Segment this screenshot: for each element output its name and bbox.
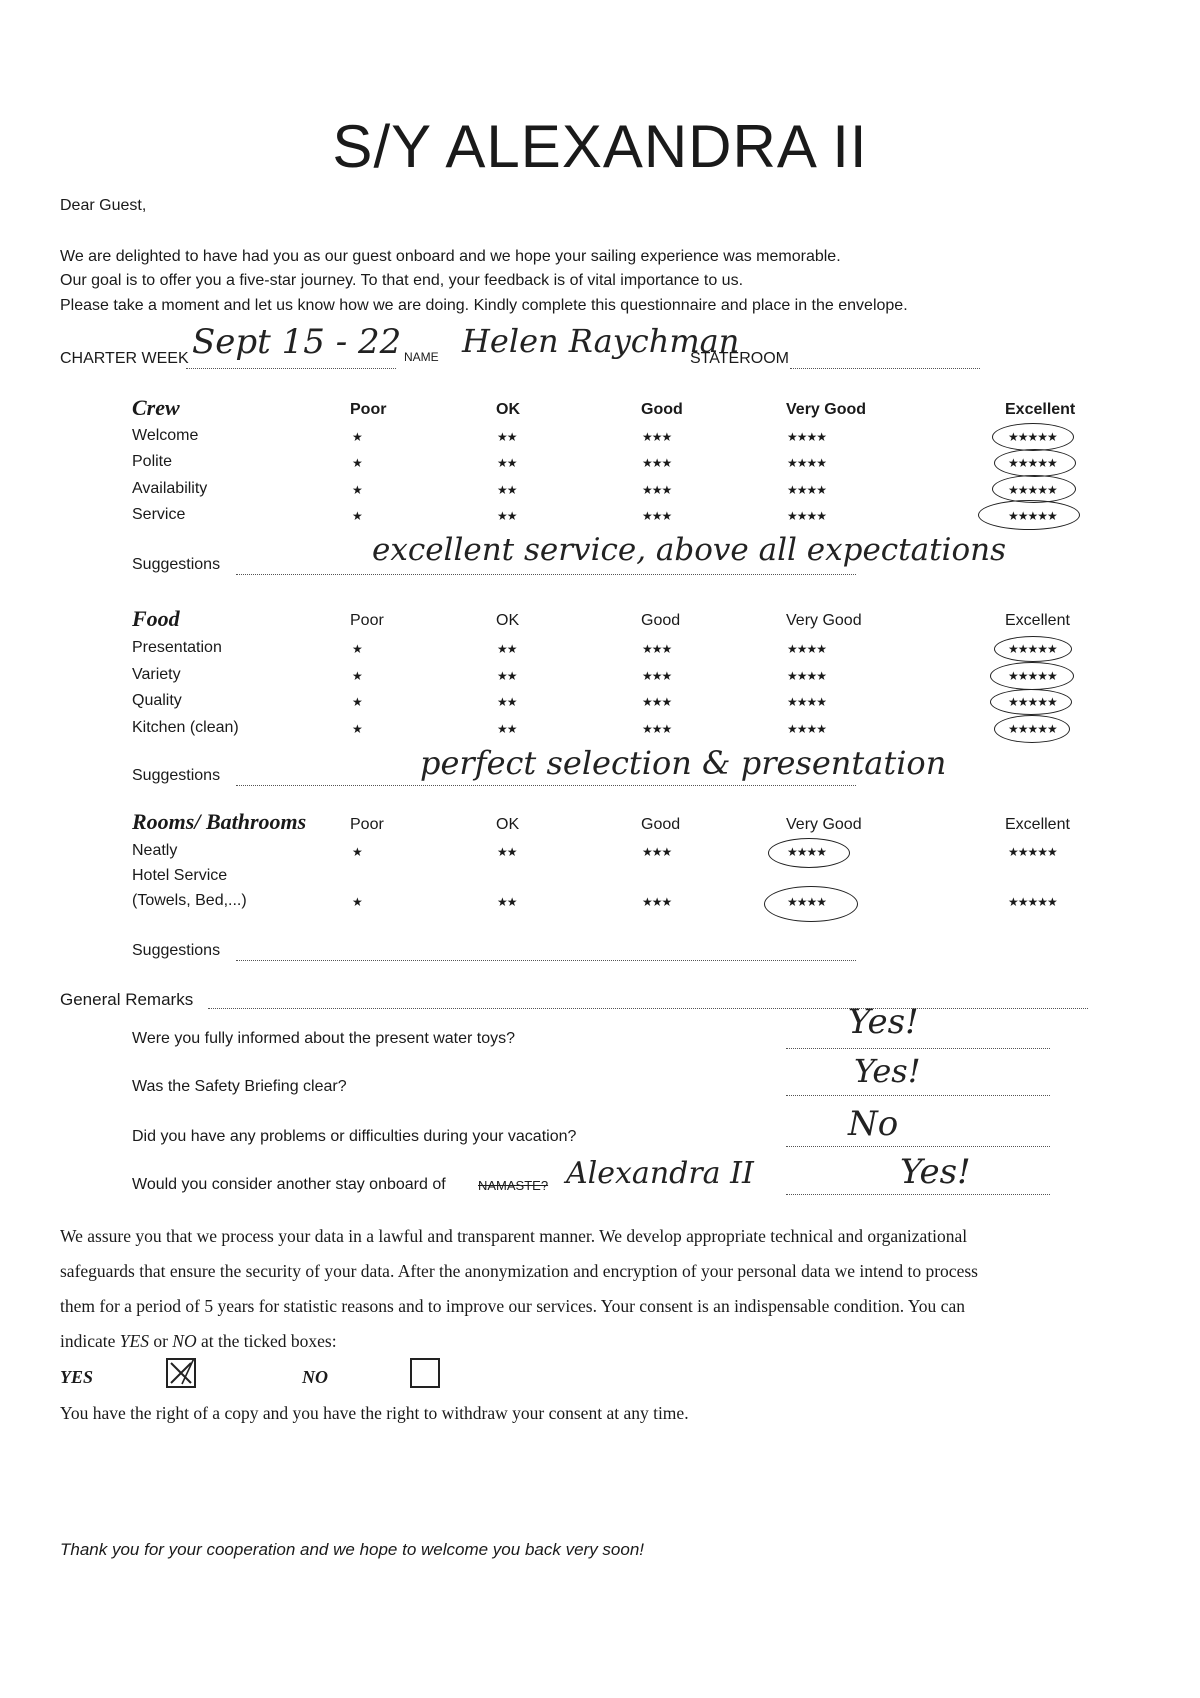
charter-week-label: CHARTER WEEK xyxy=(60,350,189,367)
page-title: S/Y ALEXANDRA II xyxy=(332,113,868,180)
inserted-yacht-name[interactable]: Alexandra II xyxy=(566,1156,754,1191)
indicate-yes-word: YES xyxy=(119,1331,149,1351)
star-rating[interactable]: ★★★★ xyxy=(787,895,827,909)
indicate-post: at the ticked boxes: xyxy=(196,1331,337,1351)
star-rating[interactable]: ★ xyxy=(352,642,362,656)
selection-circle xyxy=(994,449,1076,477)
consent-line-1: We assure you that we process your data in a lawful and transparent manner. We develop appropriate technical and organizational xyxy=(60,1226,968,1246)
col-very-good: Very Good xyxy=(786,816,862,833)
consent-rights: You have the right of a copy and you have the right to withdraw your consent at any time. xyxy=(60,1403,689,1423)
star-rating[interactable]: ★★★ xyxy=(642,642,672,656)
star-rating[interactable]: ★ xyxy=(352,695,362,709)
question-another-stay: Would you consider another stay onboard of xyxy=(132,1176,446,1193)
col-poor: Poor xyxy=(350,401,387,418)
consent-line-2: safeguards that ensure the security of your data. After the anonymization and encryption of your personal data we intend to process xyxy=(60,1261,978,1281)
intro-line-3: Please take a moment and let us know how we are doing. Kindly complete this questionnaire and place in the envelope. xyxy=(60,297,908,314)
col-good: Good xyxy=(641,401,683,418)
crew-row-service: Service xyxy=(132,506,186,523)
intro-line-2: Our goal is to offer you a five-star journey. To that end, your feedback is of vital importance to us. xyxy=(60,272,744,289)
selection-circle xyxy=(768,838,850,868)
consent-line-3: them for a period of 5 years for statistic reasons and to improve our services. Your consent is an indispensable condition. You can xyxy=(60,1296,965,1316)
col-excellent: Excellent xyxy=(1005,612,1070,629)
crew-row-polite: Polite xyxy=(132,453,173,470)
rooms-row-towels-bed: (Towels, Bed,...) xyxy=(132,892,247,909)
food-suggestions-value[interactable]: perfect selection & presentation xyxy=(420,744,947,782)
rooms-row-neatly: Neatly xyxy=(132,842,178,859)
question-problems: Did you have any problems or difficulties during your vacation? xyxy=(132,1128,577,1145)
selection-circle xyxy=(978,500,1080,530)
col-excellent: Excellent xyxy=(1005,401,1076,418)
consent-no-label: NO xyxy=(302,1367,328,1387)
star-rating[interactable]: ★★★ xyxy=(642,456,672,470)
food-row-kitchen: Kitchen (clean) xyxy=(132,719,239,736)
star-rating[interactable]: ★★★★★ xyxy=(1008,430,1057,444)
food-row-quality: Quality xyxy=(132,692,182,709)
star-rating[interactable]: ★★★★ xyxy=(787,695,827,709)
star-rating[interactable]: ★ xyxy=(352,722,362,736)
answer-another-stay[interactable]: Yes! xyxy=(900,1152,971,1192)
rooms-row-hotel-service: Hotel Service xyxy=(132,867,228,884)
general-remarks-label: General Remarks xyxy=(60,990,194,1009)
selection-circle xyxy=(990,689,1072,715)
star-rating[interactable]: ★★★★ xyxy=(787,483,827,497)
consent-yes-checkbox[interactable] xyxy=(166,1358,196,1388)
check-x-icon xyxy=(168,1360,194,1386)
star-rating[interactable]: ★★★ xyxy=(642,509,672,523)
star-rating[interactable]: ★★ xyxy=(497,669,517,683)
star-rating[interactable]: ★★★★ xyxy=(787,722,827,736)
food-section-title: Food xyxy=(132,606,180,631)
consent-yes-label: YES xyxy=(60,1367,94,1387)
selection-circle xyxy=(990,662,1074,690)
star-rating[interactable]: ★ xyxy=(352,509,362,523)
crew-row-availability: Availability xyxy=(132,480,208,497)
col-poor: Poor xyxy=(350,612,384,629)
col-very-good: Very Good xyxy=(786,401,867,418)
star-rating[interactable]: ★★★ xyxy=(642,845,672,859)
star-rating[interactable]: ★★★★★ xyxy=(1008,483,1057,497)
greeting: Dear Guest, xyxy=(60,197,147,214)
rooms-suggestions-label: Suggestions xyxy=(132,942,221,959)
col-ok: OK xyxy=(496,401,520,418)
star-rating[interactable]: ★★★ xyxy=(642,430,672,444)
selection-circle xyxy=(992,423,1074,451)
star-rating[interactable]: ★ xyxy=(352,430,362,444)
name-label: NAME xyxy=(404,350,439,364)
food-row-presentation: Presentation xyxy=(132,639,222,656)
crew-suggestions-value[interactable]: excellent service, above all expectations xyxy=(372,532,1007,568)
col-good: Good xyxy=(641,612,681,629)
answer-problems[interactable]: No xyxy=(848,1104,899,1144)
indicate-or-word: or xyxy=(148,1331,173,1351)
selection-circle xyxy=(992,475,1076,503)
crew-row-welcome: Welcome xyxy=(132,427,199,444)
star-rating[interactable]: ★★★★★ xyxy=(1008,845,1057,859)
star-rating[interactable]: ★★ xyxy=(497,509,517,523)
indicate-no-word: NO xyxy=(172,1331,197,1351)
star-rating[interactable]: ★★ xyxy=(497,845,517,859)
question-water-toys: Were you fully informed about the present water toys? xyxy=(132,1030,516,1047)
star-rating[interactable]: ★★★★★ xyxy=(1008,695,1057,709)
star-rating[interactable]: ★ xyxy=(352,669,362,683)
star-rating[interactable]: ★★★★ xyxy=(787,845,827,859)
closing-message: Thank you for your cooperation and we hope to welcome you back very soon! xyxy=(60,1540,645,1559)
col-ok: OK xyxy=(496,612,520,629)
star-rating[interactable]: ★★★★★ xyxy=(1008,456,1057,470)
col-good: Good xyxy=(641,816,681,833)
star-rating[interactable]: ★★ xyxy=(497,430,517,444)
col-very-good: Very Good xyxy=(786,612,862,629)
col-excellent: Excellent xyxy=(1005,816,1070,833)
star-rating[interactable]: ★ xyxy=(352,483,362,497)
food-suggestions-label: Suggestions xyxy=(132,767,221,784)
selection-circle xyxy=(764,886,858,922)
rooms-section-title: Rooms/ Bathrooms xyxy=(132,809,307,834)
star-rating[interactable]: ★★★ xyxy=(642,895,672,909)
col-ok: OK xyxy=(496,816,520,833)
star-rating[interactable]: ★★ xyxy=(497,642,517,656)
selection-circle xyxy=(994,715,1070,743)
star-rating[interactable]: ★ xyxy=(352,845,362,859)
crew-suggestions-label: Suggestions xyxy=(132,556,221,573)
crew-section-title: Crew xyxy=(132,395,180,420)
star-rating[interactable]: ★★ xyxy=(497,483,517,497)
star-rating[interactable]: ★★★ xyxy=(642,695,672,709)
star-rating[interactable]: ★★★★ xyxy=(787,509,827,523)
star-rating[interactable]: ★★★★ xyxy=(787,456,827,470)
question-safety-briefing: Was the Safety Briefing clear? xyxy=(132,1078,347,1095)
star-rating[interactable]: ★★ xyxy=(497,695,517,709)
indicate-pre: indicate xyxy=(60,1331,120,1351)
star-rating[interactable]: ★★ xyxy=(497,722,517,736)
answer-safety-briefing[interactable]: Yes! xyxy=(854,1052,921,1090)
consent-no-checkbox[interactable] xyxy=(410,1358,440,1388)
col-poor: Poor xyxy=(350,816,384,833)
selection-circle xyxy=(994,636,1072,662)
star-rating[interactable]: ★ xyxy=(352,456,362,470)
guest-name-value[interactable]: Helen Raychman xyxy=(462,322,740,360)
star-rating[interactable]: ★★★★★ xyxy=(1008,722,1057,736)
star-rating[interactable]: ★★★★ xyxy=(787,642,827,656)
charter-week-value[interactable]: Sept 15 - 22 xyxy=(192,322,402,362)
star-rating[interactable]: ★★★★ xyxy=(787,430,827,444)
star-rating[interactable]: ★★★ xyxy=(642,669,672,683)
star-rating[interactable]: ★★★★★ xyxy=(1008,895,1057,909)
star-rating[interactable]: ★ xyxy=(352,895,362,909)
stateroom-label: STATEROOM xyxy=(690,350,789,367)
star-rating[interactable]: ★★ xyxy=(497,895,517,909)
answer-water-toys[interactable]: Yes! xyxy=(848,1002,919,1042)
star-rating[interactable]: ★★★★★ xyxy=(1008,642,1057,656)
food-row-variety: Variety xyxy=(132,666,181,683)
star-rating[interactable]: ★★★ xyxy=(642,722,672,736)
star-rating[interactable]: ★★ xyxy=(497,456,517,470)
star-rating[interactable]: ★★★ xyxy=(642,483,672,497)
star-rating[interactable]: ★★★★ xyxy=(787,669,827,683)
struck-yacht-name: NAMASTE? xyxy=(478,1178,549,1193)
star-rating[interactable]: ★★★★★ xyxy=(1008,509,1057,523)
star-rating[interactable]: ★★★★★ xyxy=(1008,669,1057,683)
intro-line-1: We are delighted to have had you as our guest onboard and we hope your sailing experience was memorable. xyxy=(60,248,841,265)
consent-line-4 xyxy=(60,1331,1120,1352)
